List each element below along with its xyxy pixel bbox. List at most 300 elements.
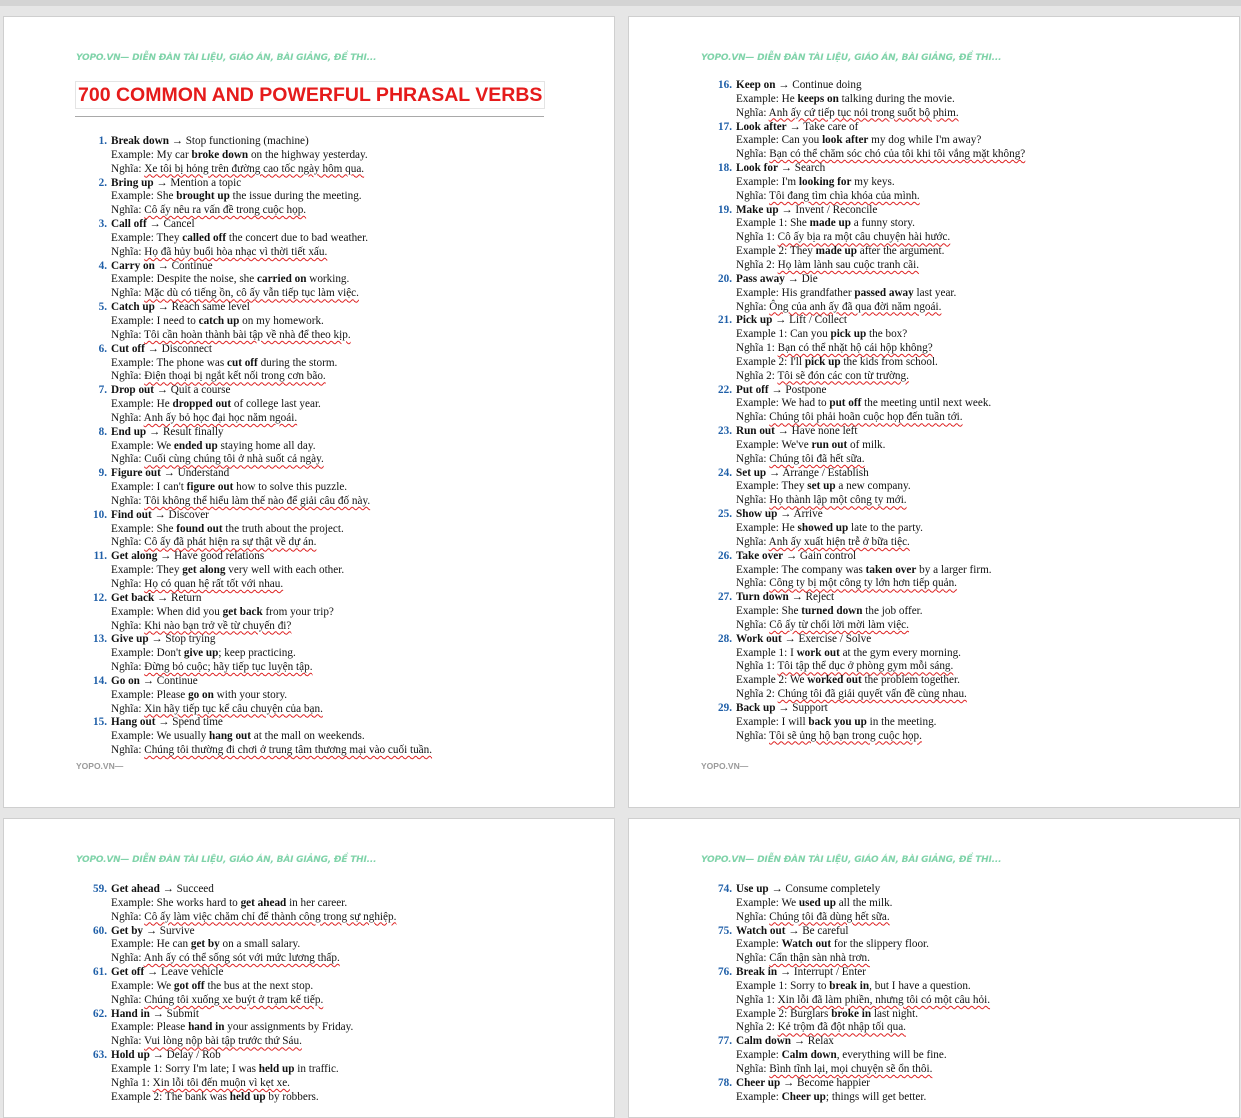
arrow-icon: → [785, 924, 803, 937]
example-text: When did you [156, 605, 223, 618]
example-label: Example: [736, 175, 782, 188]
verb-meaning: Delay / Rob [166, 1049, 221, 1062]
example-text: He [781, 522, 798, 534]
translation-text: Bạn có thể nhặt hộ cái hộp không? [777, 342, 933, 355]
translation-label: Nghĩa: [736, 535, 769, 548]
example-sentence [701, 356, 1025, 370]
example-label: Example: [111, 647, 157, 660]
entry-number: 2. [98, 176, 107, 189]
example-label: Example 2: [736, 674, 790, 687]
arrow-icon: → [154, 259, 172, 272]
example-text: of milk. [847, 438, 886, 451]
example-label: Example: [111, 730, 157, 743]
arrow-icon: → [144, 342, 162, 355]
phrasal-verb-entry [701, 204, 1025, 273]
translation-text: Điện thoại bị ngắt kết nối trong cơn bão. [144, 370, 326, 383]
verb-meaning: Understand [177, 467, 230, 480]
entry-heading [76, 633, 432, 647]
phrasal-verb-list [701, 79, 1025, 744]
example-text: He [781, 92, 798, 105]
translation-text: Cô ấy đã phát hiện ra sự thật về dự án. [144, 536, 317, 549]
phrasal-verb-entry [76, 509, 432, 551]
example-text: Please [156, 688, 189, 701]
example-text: in the meeting. [866, 715, 937, 728]
example-text: the truth about the project. [222, 522, 344, 535]
translation-label: Nghĩa: [111, 619, 145, 632]
arrow-icon: → [784, 272, 802, 285]
example-text: We usually [156, 730, 210, 743]
example-phrasal-verb: get along [182, 564, 226, 577]
example-sentence [701, 480, 1025, 494]
phrasal-verb-entry [76, 426, 432, 468]
entry-heading [76, 343, 432, 357]
translation-label: Nghĩa 1: [736, 993, 778, 1006]
example-sentence [76, 647, 432, 661]
example-text: She [156, 190, 177, 203]
example-text: the issue during the meeting. [229, 190, 362, 203]
example-sentence [76, 190, 432, 204]
example-phrasal-verb: made up [809, 217, 851, 230]
example-phrasal-verb: pick up [804, 355, 841, 368]
example-text: after the argument. [857, 245, 945, 258]
phrasal-verb-entry [76, 966, 396, 1008]
example-text: last year. [913, 286, 957, 299]
example-phrasal-verb: look after [822, 134, 869, 147]
translation-text: Anh ấy xuất hiện trễ ở bữa tiệc. [768, 535, 910, 548]
example-phrasal-verb: put off [829, 397, 862, 410]
example-text: a new company. [835, 480, 911, 493]
example-sentence [76, 689, 432, 703]
entry-heading [701, 273, 1025, 287]
phrasal-verb: Make up [736, 203, 779, 216]
phrasal-verb: Get back [111, 591, 155, 604]
example-phrasal-verb: passed away [854, 286, 914, 299]
page-header: YOPO.VN— DIỄN ĐÀN TÀI LIỆU, GIÁO ÁN, BÀI GIẢNG, ĐỀ THI... [701, 53, 1002, 63]
phrasal-verb-entry [701, 633, 1025, 702]
arrow-icon: → [777, 162, 795, 175]
phrasal-verb-entry [701, 1035, 990, 1077]
translation-text: Xin lỗi đã làm phiền, nhưng tôi có một câu hỏi. [777, 993, 991, 1006]
vietnamese-translation [701, 301, 1025, 315]
translation-text: Mặc dù có tiếng ồn, cô ấy vẫn tiếp tục làm việc. [144, 287, 359, 300]
entry-heading [76, 716, 432, 730]
phrasal-verb-entry [76, 135, 432, 177]
translation-label: Nghĩa: [111, 162, 145, 175]
translation-text: Xe tôi bị hỏng trên đường cao tốc ngày hôm qua. [144, 162, 365, 175]
example-phrasal-verb: Watch out [781, 938, 832, 951]
translation-label: Nghĩa: [736, 577, 770, 590]
entry-heading [701, 966, 990, 980]
example-text: the meeting until next week. [861, 397, 992, 410]
entry-number: 27. [718, 591, 732, 604]
verb-meaning: Arrive [793, 508, 823, 521]
example-text: talking during the movie. [838, 92, 955, 105]
vietnamese-translation [76, 744, 432, 758]
example-text: We [156, 439, 174, 452]
example-phrasal-verb: pick up [830, 328, 867, 341]
example-sentence [76, 564, 432, 578]
translation-label: Nghĩa: [736, 729, 770, 742]
translation-label: Nghĩa: [736, 952, 770, 965]
phrasal-verb: Show up [736, 508, 778, 521]
entry-heading [701, 162, 1025, 176]
example-label: Example 2: [736, 245, 790, 258]
arrow-icon: → [154, 591, 171, 604]
entry-number: 3. [98, 218, 107, 231]
translation-label: Nghĩa: [111, 245, 145, 258]
verb-meaning: Continue doing [792, 79, 862, 91]
phrasal-verb-entry [76, 384, 432, 426]
example-label: Example: [736, 480, 782, 493]
translation-text: Anh ấy cứ tiếp tục nói trong suốt bộ phim. [768, 106, 959, 119]
translation-label: Nghĩa: [736, 189, 770, 202]
example-phrasal-verb: work out [796, 646, 840, 659]
verb-meaning: Result finally [162, 425, 224, 438]
example-label: Example 1: [736, 979, 791, 992]
vietnamese-translation [701, 730, 1025, 744]
entry-heading [76, 1008, 396, 1022]
example-text: on my homework. [239, 314, 324, 327]
example-sentence [701, 897, 990, 911]
example-text: The bank was [164, 1090, 230, 1103]
translation-text: Bình tĩnh lại, mọi chuyện sẽ ổn thôi. [769, 1062, 933, 1075]
example-phrasal-verb: back you up [808, 715, 867, 728]
phrasal-verb-entry [701, 925, 990, 967]
verb-meaning: Reach same level [171, 301, 250, 314]
translation-label: Nghĩa: [736, 618, 770, 631]
phrasal-verb: Back up [736, 701, 776, 714]
verb-meaning: Stop functioning (machine) [185, 135, 309, 147]
example-sentence [76, 1021, 396, 1035]
verb-meaning: Invent / Reconcile [795, 203, 878, 216]
example-phrasal-verb: looking for [798, 175, 852, 188]
phrasal-verb-entry [701, 1077, 990, 1105]
phrasal-verb: Break down [111, 135, 169, 147]
entry-number: 76. [718, 966, 732, 979]
entry-heading [701, 591, 1025, 605]
example-sentence [76, 315, 432, 329]
example-text: We [156, 979, 174, 992]
phrasal-verb-entry [701, 273, 1025, 315]
example-label: Example: [111, 356, 157, 369]
translation-text: Họ có quan hệ rất tốt với nhau. [144, 578, 284, 590]
example-text: how to solve this puzzle. [233, 481, 348, 494]
translation-label: Nghĩa: [736, 106, 769, 119]
phrasal-verb: Set up [736, 466, 767, 479]
verb-meaning: Support [792, 701, 828, 714]
phrasal-verb: Figure out [111, 467, 161, 480]
verb-meaning: Return [170, 591, 202, 604]
vietnamese-translation [701, 688, 1025, 702]
translation-text: Anh ấy có thể sống sót với mức lương thấp. [143, 952, 340, 965]
translation-text: Ông của anh ấy đã qua đời năm ngoái. [769, 300, 942, 313]
translation-label: Nghĩa: [736, 411, 770, 424]
translation-label: Nghĩa: [111, 993, 145, 1006]
translation-label: Nghĩa 1: [736, 342, 778, 355]
arrow-icon: → [155, 716, 173, 729]
arrow-icon: → [146, 218, 164, 231]
example-text: I can't [156, 481, 187, 494]
example-text: Despite the noise, she [156, 273, 258, 286]
translation-label: Nghĩa 1: [736, 660, 778, 673]
example-text: They [781, 480, 808, 493]
example-phrasal-verb: showed up [797, 522, 849, 534]
example-phrasal-verb: broke down [191, 148, 249, 161]
phrasal-verb: Work out [736, 632, 782, 645]
phrasal-verb-entry [76, 1049, 396, 1104]
phrasal-verb-entry [701, 467, 1025, 509]
example-sentence [76, 273, 432, 287]
verb-meaning: Interrupt / Enter [793, 966, 866, 979]
example-text: on a small salary. [219, 938, 301, 951]
page-footer: YOPO.VN— [76, 761, 124, 771]
example-phrasal-verb: found out [176, 522, 223, 535]
phrasal-verb: Find out [111, 508, 152, 521]
title-underline [75, 116, 544, 117]
example-text: She works hard to [156, 896, 241, 909]
example-label: Example: [111, 481, 157, 494]
entry-number: 78. [718, 1076, 732, 1089]
example-phrasal-verb: turned down [801, 605, 863, 618]
phrasal-verb: Look for [736, 162, 778, 175]
example-phrasal-verb: break in [829, 979, 870, 992]
vietnamese-translation [701, 411, 1025, 425]
example-label: Example: [736, 1090, 782, 1103]
example-text: My car [156, 148, 192, 161]
phrasal-verb-entry [76, 633, 432, 675]
example-sentence [701, 647, 1025, 661]
entry-number: 59. [93, 883, 107, 895]
example-phrasal-verb: get by [190, 938, 220, 951]
translation-text: Bạn có thể chăm sóc chó của tôi khi tôi vắng mặt không? [769, 148, 1026, 161]
arrow-icon: → [786, 120, 804, 133]
example-text: The phone was [156, 356, 227, 369]
viewer-top-bar [0, 0, 1241, 6]
entry-number: 60. [93, 924, 107, 937]
example-label: Example: [736, 1049, 782, 1062]
entry-heading [701, 314, 1025, 328]
example-sentence [76, 606, 432, 620]
entry-heading [76, 218, 432, 232]
example-text: She [156, 522, 177, 535]
arrow-icon: → [157, 550, 175, 563]
arrow-icon: → [149, 1049, 167, 1062]
arrow-icon: → [774, 425, 792, 438]
example-text: in traffic. [294, 1062, 339, 1075]
translation-text: Tôi không thể hiểu làm thế nào để giải câu đố này. [144, 494, 371, 507]
arrow-icon: → [766, 466, 783, 479]
translation-label: Nghĩa 2: [736, 1021, 778, 1034]
example-text: all the milk. [835, 896, 893, 909]
verb-meaning: Cancel [163, 218, 195, 231]
phrasal-verb: Go on [111, 674, 140, 687]
example-text: from your trip? [262, 605, 334, 618]
translation-label: Nghĩa 2: [736, 688, 778, 701]
arrow-icon: → [160, 467, 178, 480]
arrow-icon: → [775, 701, 793, 714]
arrow-icon: → [788, 591, 806, 604]
entry-heading [701, 121, 1025, 135]
phrasal-verb: Pick up [736, 314, 773, 327]
example-sentence [76, 357, 432, 371]
phrasal-verb-entry [701, 314, 1025, 383]
verb-meaning: Relax [807, 1035, 834, 1048]
translation-label: Nghĩa: [736, 494, 770, 507]
example-sentence [76, 440, 432, 454]
translation-label: Nghĩa: [111, 1035, 145, 1048]
vietnamese-translation [76, 204, 432, 218]
phrasal-verb: Look after [736, 120, 787, 133]
entry-number: 9. [98, 467, 107, 480]
verb-meaning: Stop trying [165, 633, 216, 646]
entry-number: 20. [718, 272, 732, 285]
example-text: Can you [790, 328, 831, 341]
phrasal-verb-entry [701, 425, 1025, 467]
translation-label: Nghĩa: [111, 287, 145, 300]
example-phrasal-verb: made up [815, 245, 857, 258]
example-sentence [701, 674, 1025, 688]
phrasal-verb: Get along [111, 550, 158, 563]
phrasal-verb: Carry on [111, 259, 155, 272]
translation-label: Nghĩa: [111, 536, 145, 549]
entry-heading [701, 633, 1025, 647]
arrow-icon: → [772, 314, 790, 327]
verb-meaning: Become happier [797, 1076, 871, 1089]
example-text: by a larger firm. [916, 563, 992, 576]
example-text: my dog while I'm away? [868, 134, 982, 147]
page-header: YOPO.VN— DIỄN ĐÀN TÀI LIỆU, GIÁO ÁN, BÀI GIẢNG, ĐỀ THI... [76, 53, 377, 63]
example-text: late to the party. [848, 522, 923, 534]
example-text: His grandfather [781, 286, 855, 299]
vietnamese-translation [76, 453, 432, 467]
example-phrasal-verb: dropped out [172, 398, 232, 411]
document-page-3 [3, 818, 615, 1118]
example-sentence [701, 980, 990, 994]
example-label: Example: [111, 522, 157, 535]
example-sentence [76, 897, 396, 911]
example-label: Example 1: [736, 646, 791, 659]
document-page-4 [628, 818, 1240, 1118]
phrasal-verb-entry [701, 883, 990, 925]
arrow-icon: → [781, 632, 799, 645]
phrasal-verb-entry [76, 260, 432, 302]
example-label: Example 2: [111, 1090, 165, 1103]
example-phrasal-verb: got off [173, 979, 205, 992]
entry-number: 24. [718, 466, 732, 479]
example-sentence [76, 232, 432, 246]
arrow-icon: → [146, 425, 163, 438]
example-sentence [76, 481, 432, 495]
example-text: the job offer. [862, 605, 923, 618]
entry-number: 1. [98, 135, 107, 147]
example-sentence [701, 1008, 990, 1022]
vietnamese-translation [701, 619, 1025, 633]
example-phrasal-verb: Cheer up [781, 1090, 826, 1103]
example-sentence [76, 1063, 396, 1077]
translation-label: Nghĩa: [111, 702, 145, 715]
translation-text: Họ làm lành sau cuộc tranh cãi. [777, 258, 919, 271]
example-text: They [156, 564, 183, 577]
example-label: Example: [111, 938, 157, 951]
example-text: ; things will get better. [825, 1090, 927, 1103]
example-label: Example: [111, 1021, 157, 1034]
phrasal-verb: Catch up [111, 301, 155, 314]
vietnamese-translation [701, 1021, 990, 1035]
entry-number: 61. [93, 966, 107, 979]
arrow-icon: → [154, 301, 172, 314]
translation-label: Nghĩa: [111, 328, 145, 341]
example-label: Example: [736, 563, 782, 576]
translation-text: Vui lòng nộp bài tập trước thứ Sáu. [144, 1035, 302, 1048]
translation-text: Chúng tôi đã hết sữa. [769, 452, 865, 465]
phrasal-verb: Cut off [111, 342, 145, 355]
phrasal-verb-list [76, 135, 432, 758]
example-label: Example: [111, 148, 157, 161]
phrasal-verb: Get off [111, 966, 145, 979]
example-sentence [76, 938, 396, 952]
vietnamese-translation [701, 994, 990, 1008]
example-label: Example: [111, 605, 157, 618]
arrow-icon: → [775, 79, 793, 91]
example-phrasal-verb: cut off [227, 356, 258, 369]
entry-number: 13. [93, 633, 107, 646]
vietnamese-translation [76, 246, 432, 260]
entry-number: 23. [718, 425, 732, 438]
example-text: at the mall on weekends. [251, 730, 365, 743]
example-sentence [701, 1049, 990, 1063]
example-text: He [156, 398, 173, 411]
entry-number: 17. [718, 120, 732, 133]
example-sentence [76, 730, 432, 744]
entry-heading [701, 925, 990, 939]
vietnamese-translation [701, 1063, 990, 1077]
example-phrasal-verb: called off [182, 231, 227, 244]
example-sentence [701, 522, 1025, 536]
example-text: the kids from school. [840, 355, 938, 368]
verb-meaning: Be careful [802, 924, 849, 937]
example-sentence [701, 605, 1025, 619]
vietnamese-translation [76, 911, 396, 925]
phrasal-verb: Hang out [111, 716, 156, 729]
translation-text: Xin lỗi tôi đến muộn vì kẹt xe. [152, 1076, 290, 1089]
example-phrasal-verb: broke in [831, 1007, 872, 1020]
translation-label: Nghĩa: [111, 370, 145, 383]
phrasal-verb: Call off [111, 218, 147, 231]
entry-heading [76, 1049, 396, 1063]
translation-text: Tôi cần hoàn thành bài tập về nhà để theo kịp. [144, 328, 351, 341]
translation-text: Tôi sẽ đón các con từ trường. [777, 369, 909, 382]
example-text: very well with each other. [225, 564, 345, 577]
verb-meaning: Spend time [172, 716, 223, 729]
example-sentence [701, 716, 1025, 730]
example-phrasal-verb: brought up [176, 190, 230, 203]
example-text: ; keep practicing. [218, 647, 296, 660]
translation-text: Cô ấy nêu ra vấn đề trong cuộc họp. [144, 204, 307, 217]
example-phrasal-verb: Calm down [781, 1049, 837, 1062]
example-sentence [701, 93, 1025, 107]
entry-number: 77. [718, 1035, 732, 1048]
phrasal-verb-entry [76, 1008, 396, 1050]
example-text: We [789, 674, 808, 687]
entry-number: 18. [718, 162, 732, 175]
example-phrasal-verb: used up [798, 896, 836, 909]
phrasal-verb-entry [76, 592, 432, 634]
example-text: with your story. [213, 688, 288, 701]
phrasal-verb-entry [76, 467, 432, 509]
example-text: the box? [866, 328, 908, 341]
vietnamese-translation [76, 620, 432, 634]
example-label: Example: [736, 522, 782, 534]
